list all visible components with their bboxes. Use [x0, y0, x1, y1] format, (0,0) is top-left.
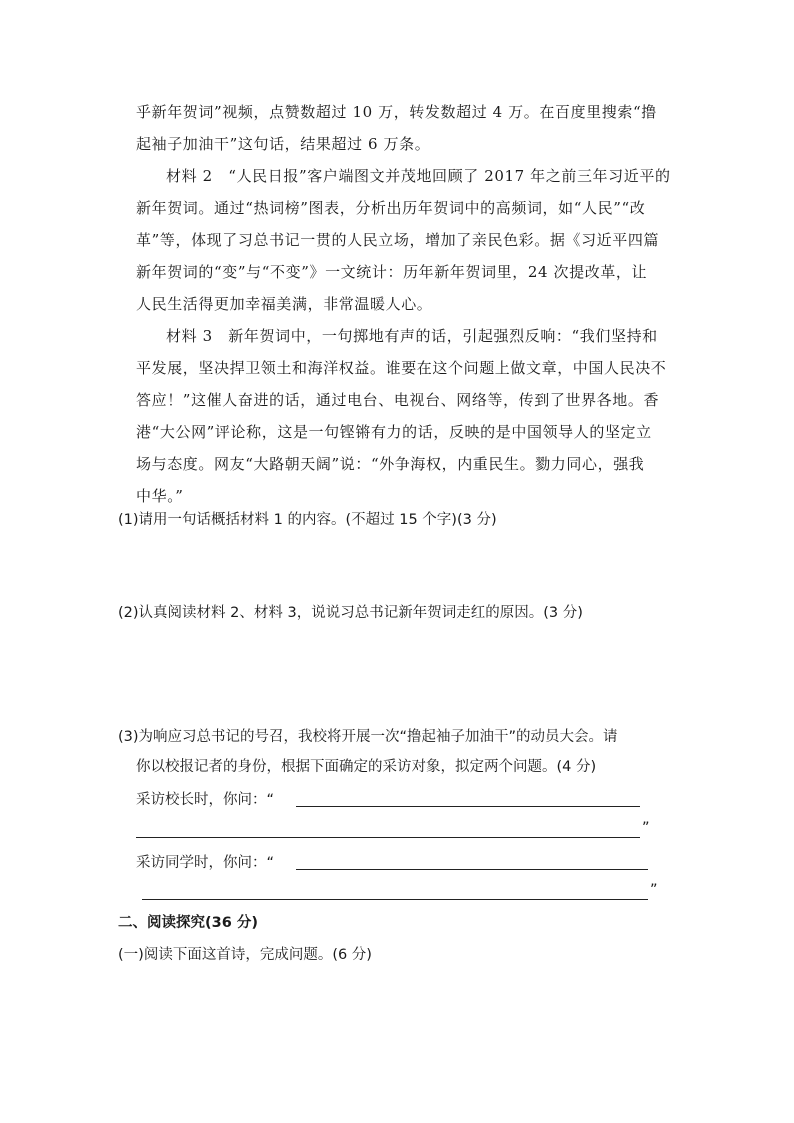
answer-blank-student-2[interactable]	[142, 899, 648, 900]
text-line: 场与态度。网友“大路朝天阔”说：“外争海权，内重民生。勠力同心，强我	[136, 455, 645, 473]
material-3	[136, 320, 676, 512]
text-line: 乎新年贺词”视频，点赞数超过 10 万，转发数超过 4 万。在百度里搜索“撸	[136, 103, 657, 121]
text-line: 材料 3 新年贺词中，一句掷地有声的话，引起强烈反响：“我们坚持和	[166, 327, 658, 345]
section-2-title-text: 二、阅读探究(36 分)	[118, 915, 258, 931]
material-1-tail	[136, 96, 676, 160]
text-line: 新年贺词的“变”与“不变”》一文统计：历年新年贺词里，24 次提改革，让	[136, 263, 648, 281]
section-2-sub-1-text: (一)阅读下面这首诗，完成问题。(6 分)	[118, 947, 372, 963]
interview-principal-label: 采访校长时，你问：“	[136, 792, 275, 808]
section-2-title	[118, 913, 258, 933]
text-line: 答应！”这催人奋进的话，通过电台、电视台、网络等，传到了世界各地。香	[136, 391, 660, 409]
close-quote: ”	[642, 820, 650, 836]
material-2	[136, 160, 676, 320]
text-line: 中华。”	[136, 487, 184, 505]
question-1	[118, 505, 678, 535]
answer-blank-principal-1[interactable]	[296, 806, 640, 807]
question-2	[118, 598, 678, 628]
answer-blank-student-1[interactable]	[296, 869, 648, 870]
text-line: 人民生活得更加幸福美满，非常温暖人心。	[136, 295, 433, 313]
text-line: 港“大公网”评论称，这是一句铿锵有力的话，反映的是中国领导人的坚定立	[136, 423, 652, 441]
question-3-text-cont: 你以校报记者的身份，根据下面确定的采访对象，拟定两个问题。(4 分)	[136, 759, 597, 775]
question-2-text: (2)认真阅读材料 2、材料 3，说说习总书记新年贺词走红的原因。(3 分)	[118, 605, 583, 621]
text-line: 革”等，体现了习总书记一贯的人民立场，增加了亲民色彩。据《习近平四篇	[136, 231, 660, 249]
text-line: 起袖子加油干”这句话，结果超过 6 万条。	[136, 135, 431, 153]
close-quote: ”	[650, 882, 658, 898]
text-line: 平发展，坚决捍卫领土和海洋权益。谁要在这个问题上做文章，中国人民决不	[136, 359, 667, 377]
interview-student-label: 采访同学时，你问：“	[136, 855, 275, 871]
question-3	[118, 722, 678, 782]
section-2-sub-1	[118, 945, 372, 965]
answer-blank-principal-2[interactable]	[136, 837, 640, 838]
text-line: 材料 2 “人民日报”客户端图文并茂地回顾了 2017 年之前三年习近平的	[166, 167, 671, 185]
question-1-text: (1)请用一句话概括材料 1 的内容。(不超过 15 个字)(3 分)	[118, 512, 497, 528]
question-3-text: (3)为响应习总书记的号召，我校将开展一次“撸起袖子加油干”的动员大会。请	[118, 729, 618, 745]
text-line: 新年贺词。通过“热词榜”图表，分析出历年贺词中的高频词，如“人民”“改	[136, 199, 646, 217]
